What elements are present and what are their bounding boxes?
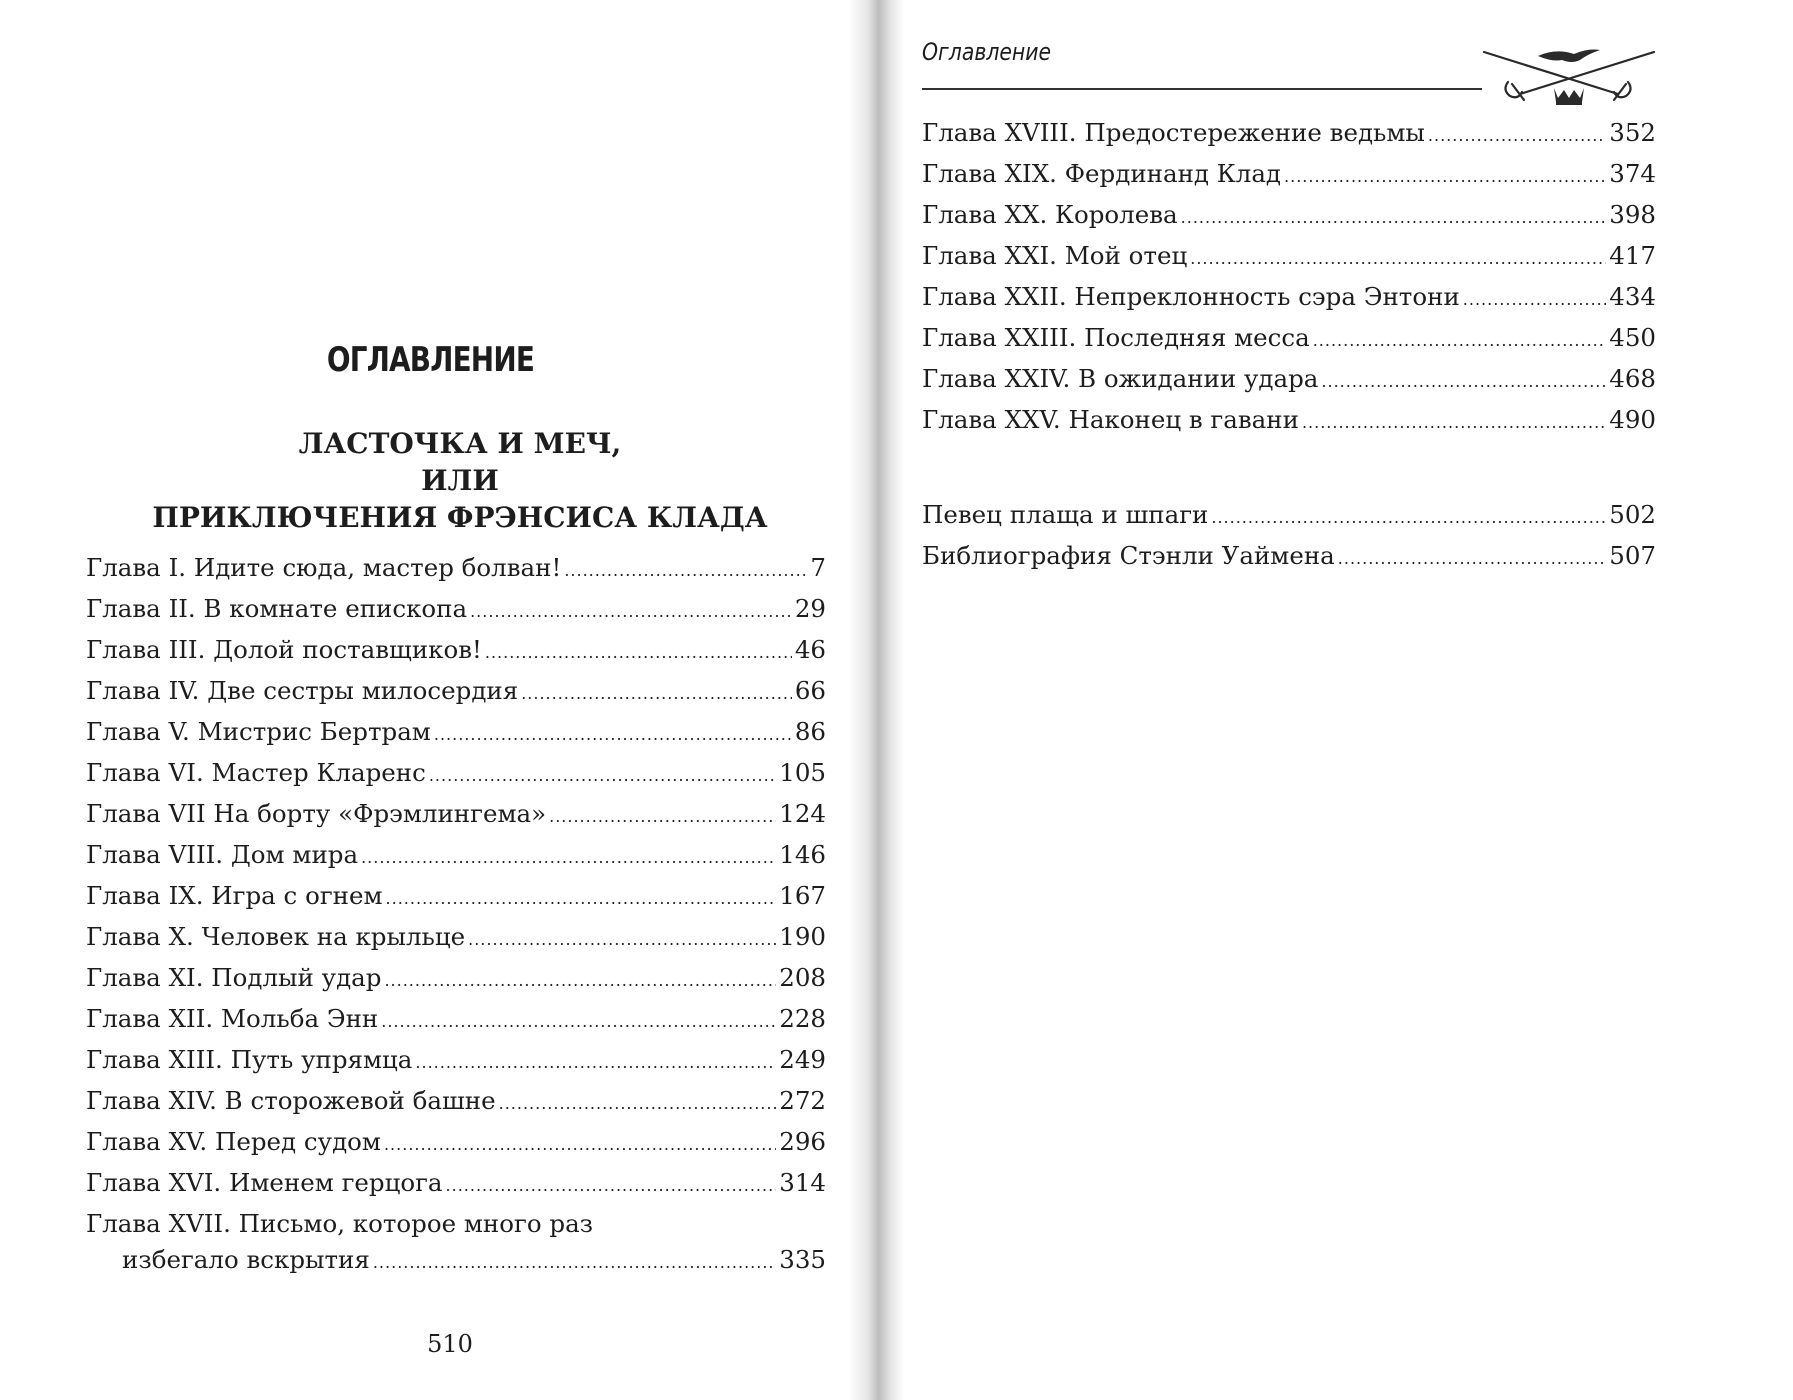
leader-dots [381, 1012, 776, 1031]
header-rule [922, 88, 1482, 90]
entry-page: 374 [1609, 159, 1656, 188]
toc-entry[interactable] [922, 405, 1656, 446]
entry-title: Глава XIV. В сторожевой башне [86, 1086, 496, 1115]
toc-entry[interactable] [922, 241, 1656, 282]
leader-dots [1313, 331, 1607, 350]
entry-title: Библиография Стэнли Уаймена [922, 541, 1335, 570]
book-title-line: ПРИКЛЮЧЕНИЯ ФРЭНСИСА КЛАДА [152, 501, 768, 534]
toc-entry[interactable] [86, 758, 826, 799]
toc-entry[interactable] [86, 1168, 826, 1209]
entry-title: Глава XXIII. Последняя месса [922, 323, 1310, 352]
entry-page: 417 [1609, 241, 1656, 270]
leader-dots [470, 602, 792, 621]
leader-dots [1338, 549, 1606, 568]
toc-entry[interactable] [86, 717, 826, 758]
book-title-line: ЛАСТОЧКА И МЕЧ, [298, 427, 622, 460]
leader-dots [386, 889, 777, 908]
toc-entry[interactable] [922, 541, 1656, 582]
entry-page: 7 [810, 553, 826, 582]
entry-page: 167 [779, 881, 826, 910]
entry-title: Глава I. Идите сюда, мастер болван! [86, 553, 562, 582]
entry-title: Глава X. Человек на крыльце [86, 922, 466, 951]
entry-page: 105 [779, 758, 826, 787]
leader-dots [1302, 413, 1606, 432]
toc-entry[interactable] [86, 553, 826, 594]
entry-page: 507 [1609, 541, 1656, 570]
leader-dots [384, 971, 776, 990]
entry-page: 66 [794, 676, 826, 705]
toc-entry[interactable] [86, 840, 826, 881]
toc-entry[interactable] [86, 1004, 826, 1045]
left-page [0, 0, 848, 1400]
entry-title: Глава II. В комнате епископа [86, 594, 468, 623]
toc-entry[interactable] [86, 1127, 826, 1168]
entry-title: Певец плаща и шпаги [922, 500, 1209, 529]
entry-page: 228 [779, 1004, 826, 1033]
leader-dots [446, 1176, 777, 1195]
leader-dots [1190, 249, 1606, 268]
leader-dots [1463, 290, 1606, 309]
leader-dots [373, 1253, 776, 1272]
entry-title: Глава XVIII. Предостережение ведьмы [922, 118, 1425, 147]
toc-entry[interactable] [86, 1045, 826, 1086]
entry-page: 146 [779, 840, 826, 869]
entry-page: 314 [779, 1168, 826, 1197]
book-title [110, 425, 810, 536]
toc-entry[interactable] [922, 118, 1656, 159]
entry-title: Глава XXII. Непреклонность сэра Энтони [922, 282, 1460, 311]
entry-title: Глава XV. Перед судом [86, 1127, 381, 1156]
leader-dots [361, 848, 776, 867]
entry-page: 190 [779, 922, 826, 951]
toc-entry[interactable] [922, 500, 1656, 541]
leader-dots [521, 684, 792, 703]
entry-title: Глава XII. Мольба Энн [86, 1004, 379, 1033]
entry-title: Глава XVII. Письмо, которое много раз [86, 1209, 594, 1238]
toc-entry[interactable] [86, 922, 826, 963]
entry-title: Глава XVI. Именем герцога [86, 1168, 443, 1197]
entry-page: 450 [1609, 323, 1656, 352]
entry-page: 208 [779, 963, 826, 992]
leader-dots [499, 1094, 777, 1113]
leader-dots [1211, 508, 1606, 527]
entry-continuation [86, 1245, 826, 1274]
toc-list-appendix [922, 500, 1656, 582]
toc-entry[interactable] [86, 881, 826, 922]
toc-entry[interactable] [922, 364, 1656, 405]
leader-dots [1428, 126, 1606, 145]
leader-dots [429, 766, 776, 785]
toc-list-left [86, 553, 826, 1281]
entry-title: Глава VI. Мастер Кларенс [86, 758, 426, 787]
leader-dots [384, 1135, 776, 1154]
leader-dots [1321, 372, 1606, 391]
entry-page: 490 [1609, 405, 1656, 434]
toc-entry[interactable] [86, 1209, 826, 1281]
entry-title: Глава IV. Две сестры милосердия [86, 676, 519, 705]
entry-title: Глава VIII. Дом мира [86, 840, 359, 869]
entry-title: Глава XXI. Мой отец [922, 241, 1188, 270]
entry-title: Глава XIII. Путь упрямца [86, 1045, 413, 1074]
toc-entry[interactable] [86, 963, 826, 1004]
entry-title: Глава XX. Королева [922, 200, 1178, 229]
entry-page: 434 [1609, 282, 1656, 311]
book-gutter [848, 0, 904, 1400]
toc-entry[interactable] [86, 1086, 826, 1127]
entry-title: Глава IX. Игра с огнем [86, 881, 383, 910]
toc-entry[interactable] [922, 282, 1656, 323]
crossed-swords-crown-icon [1478, 44, 1660, 108]
leader-dots [1284, 167, 1606, 186]
toc-entry[interactable] [922, 200, 1656, 241]
entry-page: 398 [1609, 200, 1656, 229]
entry-page: 352 [1609, 118, 1656, 147]
book-title-line: ИЛИ [421, 464, 499, 497]
toc-entry[interactable] [922, 159, 1656, 200]
entry-page: 46 [794, 635, 826, 664]
entry-title: Глава III. Долой поставщиков! [86, 635, 482, 664]
entry-title: Глава XXIV. В ожидании удара [922, 364, 1319, 393]
entry-page: 29 [794, 594, 826, 623]
entry-title-continued: избегало вскрытия [122, 1245, 370, 1274]
toc-entry[interactable] [86, 594, 826, 635]
page-number: 510 [427, 1330, 473, 1358]
entry-page: 502 [1609, 500, 1656, 529]
entry-title: Глава VII На борту «Фрэмлингема» [86, 799, 547, 828]
leader-dots [564, 561, 807, 580]
toc-entry[interactable] [86, 676, 826, 717]
leader-dots [1181, 208, 1607, 227]
toc-list-right [922, 118, 1656, 446]
toc-heading: ОГЛАВЛЕНИЕ [326, 340, 535, 380]
entry-page: 86 [794, 717, 826, 746]
entry-title: Глава V. Мистрис Бертрам [86, 717, 431, 746]
leader-dots [434, 725, 792, 744]
leader-dots [415, 1053, 776, 1072]
entry-page: 468 [1609, 364, 1656, 393]
entry-title: Глава XI. Подлый удар [86, 963, 382, 992]
leader-dots [468, 930, 776, 949]
entry-page: 335 [779, 1245, 826, 1274]
entry-page: 272 [779, 1086, 826, 1115]
entry-page: 124 [779, 799, 826, 828]
entry-page: 296 [779, 1127, 826, 1156]
running-head: Оглавление [922, 38, 1052, 66]
leader-dots [549, 807, 776, 826]
toc-entry[interactable] [922, 323, 1656, 364]
leader-dots [485, 643, 792, 662]
entry-title: Глава XIX. Фердинанд Клад [922, 159, 1282, 188]
toc-entry[interactable] [86, 799, 826, 840]
toc-entry[interactable] [86, 635, 826, 676]
entry-page: 249 [779, 1045, 826, 1074]
entry-title: Глава XXV. Наконец в гавани [922, 405, 1299, 434]
